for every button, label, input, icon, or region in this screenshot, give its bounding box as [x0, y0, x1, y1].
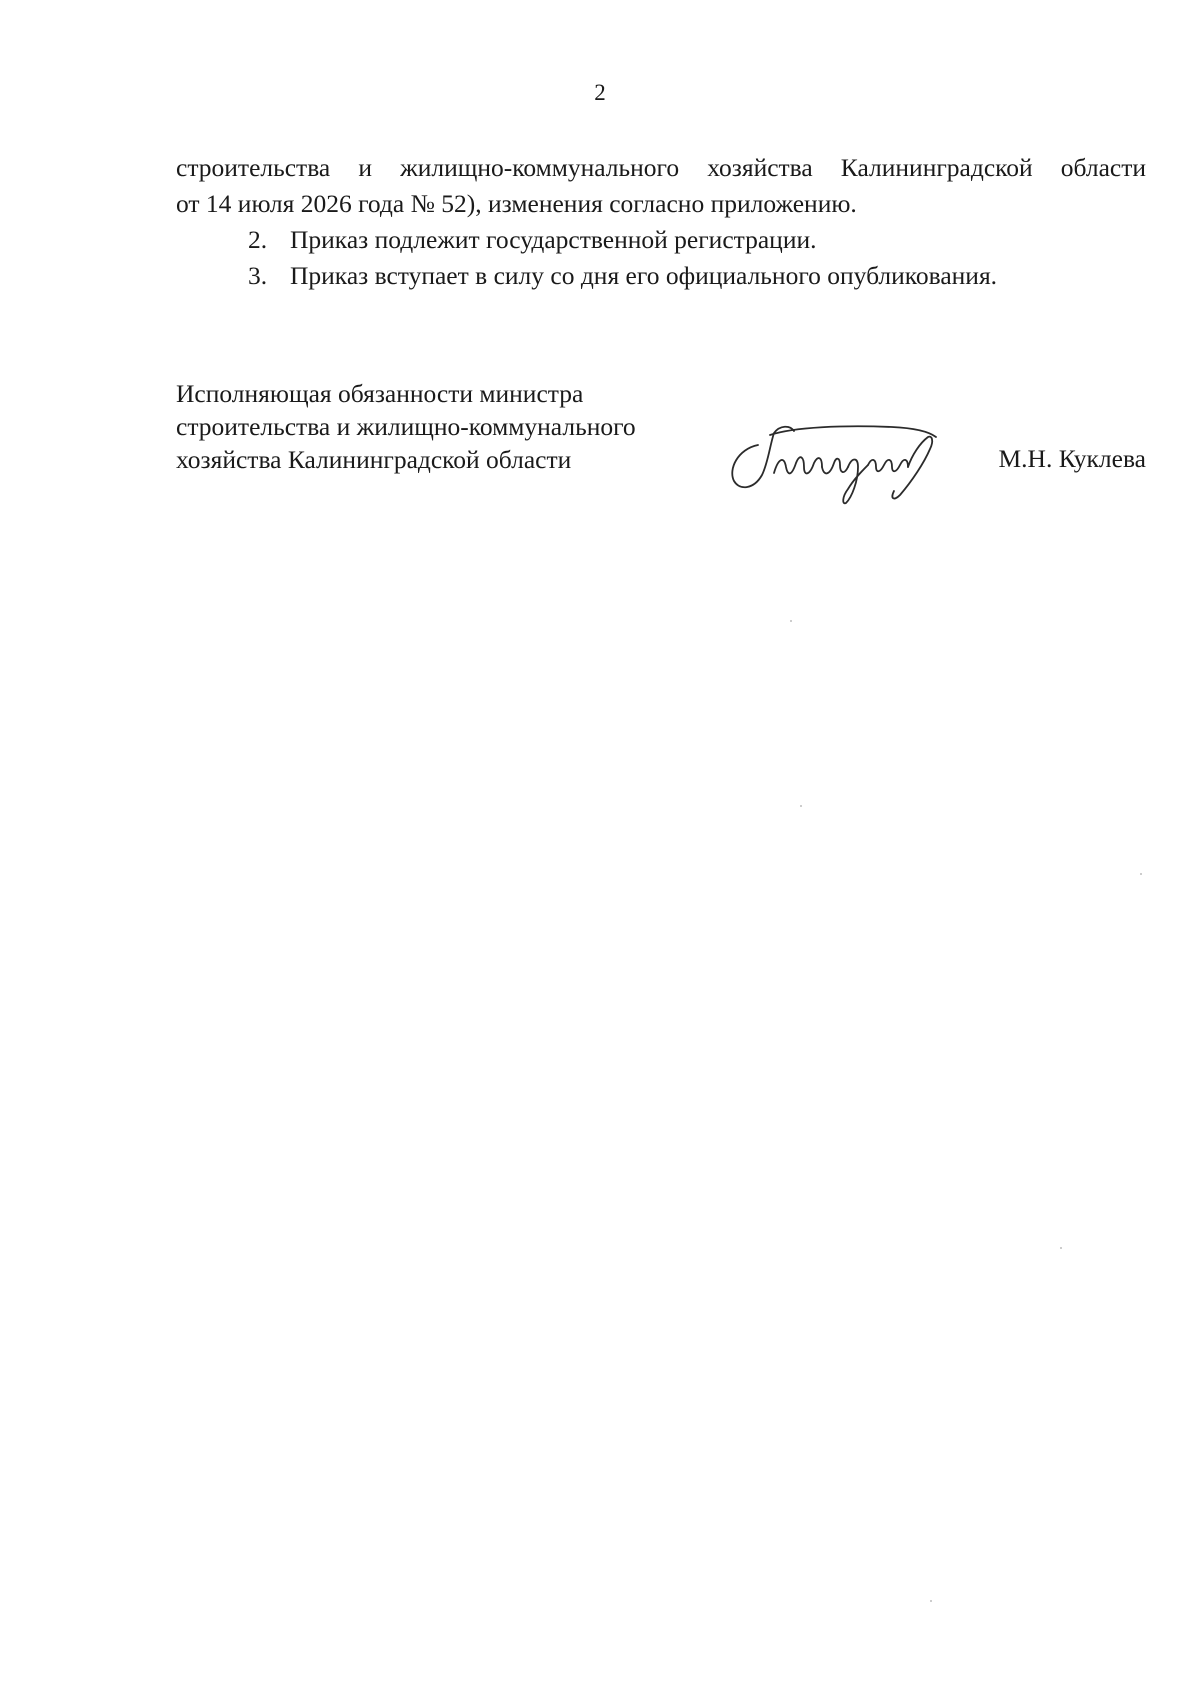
handwritten-signature-icon: [724, 415, 944, 507]
scan-speck: [1060, 1247, 1062, 1249]
signatory-title-line: хозяйства Калининградской области: [176, 445, 572, 474]
signatory-name: М.Н. Куклева: [998, 444, 1146, 473]
list-item-3: [176, 258, 1146, 294]
signatory-title-line: Исполняющая обязанности министра: [176, 379, 584, 408]
scan-speck: [800, 805, 802, 807]
scan-speck: [1140, 873, 1142, 875]
document-body: [176, 150, 1146, 294]
page-number: 2: [594, 80, 606, 105]
signature-block: [176, 377, 1146, 527]
list-item-2: [176, 222, 1146, 258]
paragraph-continuation-line-2: от 14 июля 2026 года № 52), изменения согласно приложению.: [176, 189, 857, 218]
list-item-number: 2.: [248, 225, 268, 254]
signatory-title: [176, 377, 636, 476]
scan-speck: [790, 620, 792, 622]
scan-speck: [930, 1600, 932, 1602]
signatory-title-line: строительства и жилищно-коммунального: [176, 412, 636, 441]
list-item-text: Приказ вступает в силу со дня его официального опубликования.: [290, 261, 998, 290]
list-item-text: Приказ подлежит государственной регистрации.: [290, 225, 817, 254]
list-item-number: 3.: [248, 261, 268, 290]
paragraph-continuation-line-1: строительства и жилищно-коммунального хозяйства Калининградской области: [176, 153, 1146, 182]
